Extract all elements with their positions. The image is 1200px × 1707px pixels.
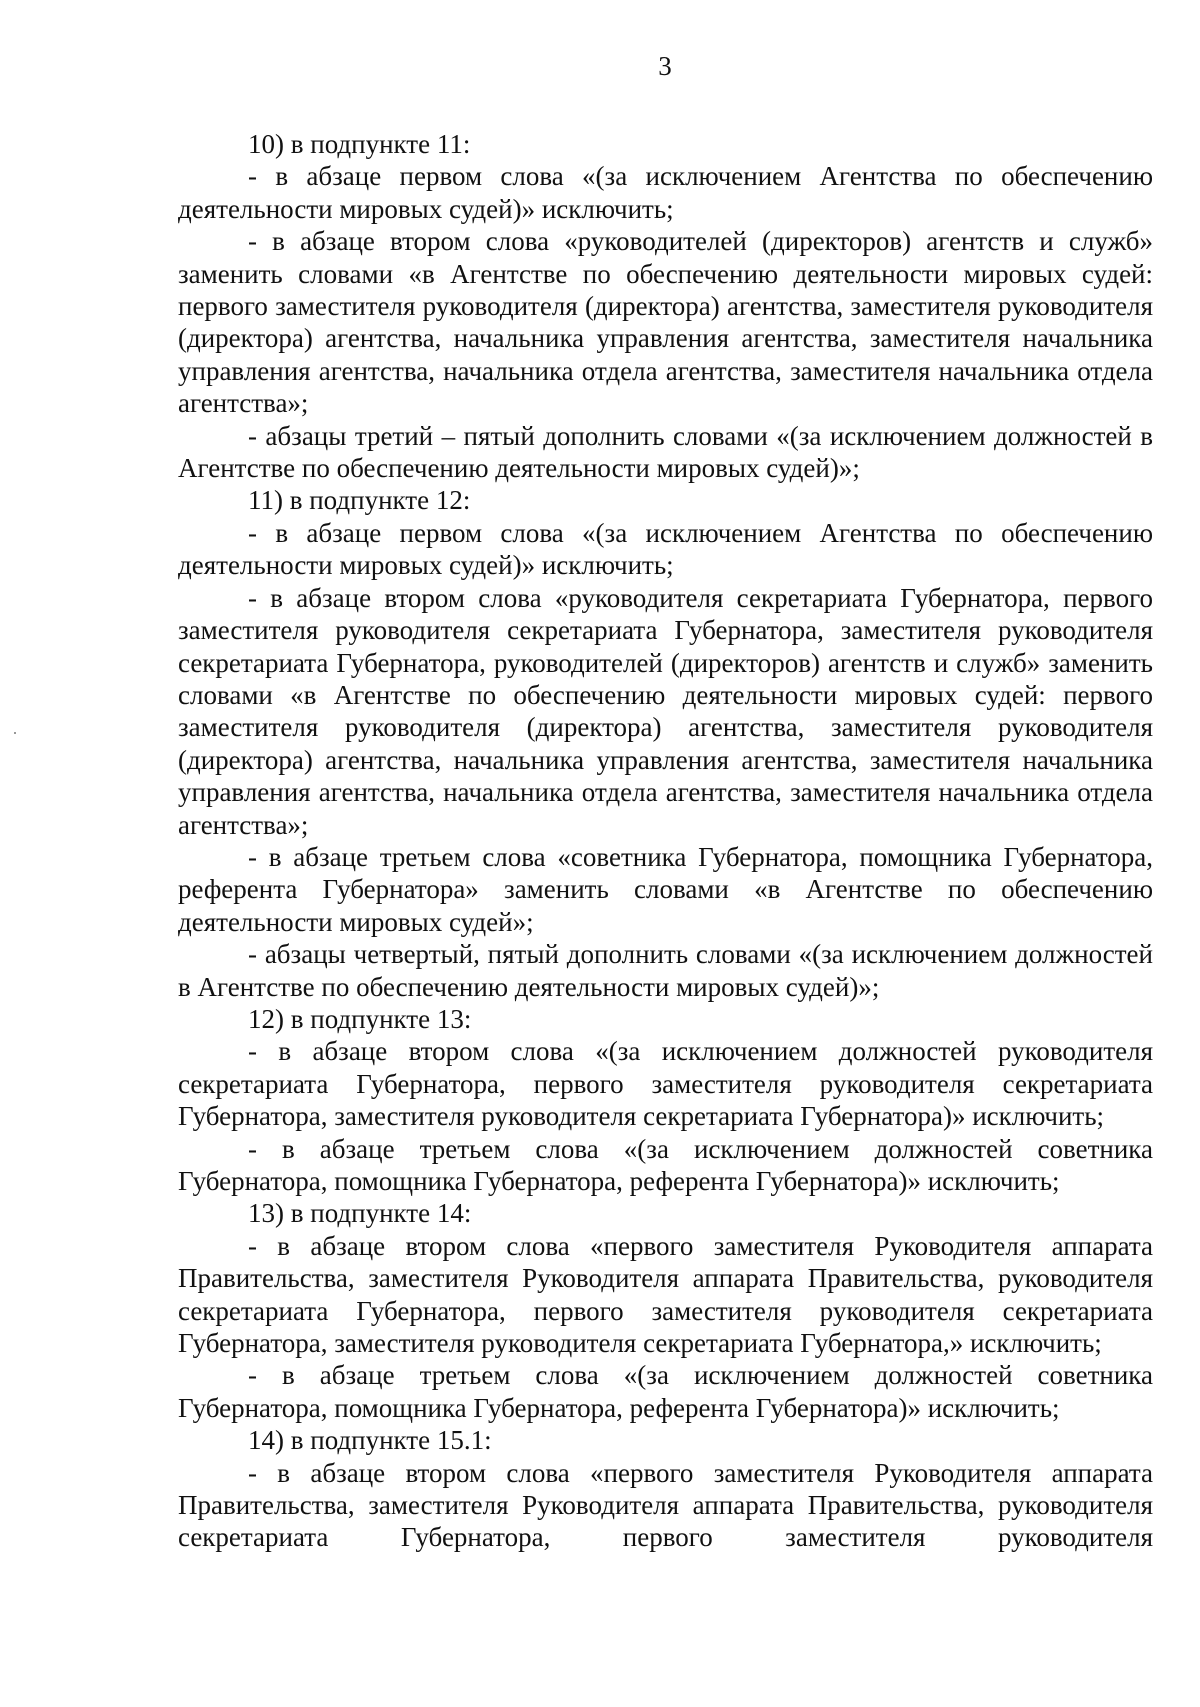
paragraph-11-item-2: - в абзаце втором слова «руководителя секретариата Губернатора, первого заместителя руководителя секретариата Губернатора, заместителя руководителя секретариата Губернатора, руководителей (директоров) агентств и служб» заменить словами «в Агентстве по обеспечению деятельности мировых судей: первого заместителя руководителя (директора) агентства, заместителя руководителя (директора) агентства, начальника управления агентства, заместителя начальника управления агентства, начальника отдела агентства, заместителя начальника отдела агентства»;: [178, 582, 1153, 840]
scan-artifact-dot: [14, 732, 16, 734]
paragraph-10-item-3: - абзацы третий – пятый дополнить словами «(за исключением должностей в Агентстве по обеспечению деятельности мировых судей)»;: [178, 420, 1153, 484]
paragraph-11-heading: 11) в подпункте 12:: [248, 485, 471, 516]
paragraph-11-item-3: - в абзаце третьем слова «советника Губернатора, помощника Губернатора, референта Губернатора» заменить словами «в Агентстве по обеспечению деятельности мировых судей»;: [178, 841, 1153, 937]
paragraph-12-heading: 12) в подпункте 13:: [248, 1003, 472, 1034]
paragraph-13-item-1: - в абзаце втором слова «первого заместителя Руководителя аппарата Правительства, заместителя Руководителя аппарата Правительства, руководителя секретариата Губернатора, первого заместителя руководителя секретариата Губернатора, заместителя руководителя секретариата Губернатора,» исключить;: [178, 1230, 1153, 1359]
page-number: 3: [658, 51, 672, 81]
paragraph-10-item-1: - в абзаце первом слова «(за исключением Агентства по обеспечению деятельности мировых судей)» исключить;: [178, 161, 1153, 224]
paragraph-13-item-2: - в абзаце третьем слова «(за исключением должностей советника Губернатора, помощника Губернатора, референта Губернатора)» исключить;: [178, 1360, 1153, 1423]
paragraph-11-item-4: - абзацы четвертый, пятый дополнить словами «(за исключением должностей в Агентстве по обеспечению деятельности мировых судей)»;: [178, 939, 1153, 1002]
paragraph-13-heading: 13) в подпункте 14:: [248, 1198, 472, 1229]
paragraph-12-item-1: - в абзаце втором слова «(за исключением должностей руководителя секретариата Губернатора, первого заместителя руководителя секретариата Губернатора, заместителя руководителя секретариата Губернатора)» исключить;: [178, 1036, 1153, 1132]
paragraph-14-heading: 14) в подпункте 15.1:: [248, 1425, 492, 1456]
paragraph-10-item-2: - в абзаце втором слова «руководителей (директоров) агентств и служб» заменить словами «в Агентстве по обеспечению деятельности мировых судей: первого заместителя руководителя (директора) агентства, заместителя руководителя (директора) агентства, начальника управления агентства, заместителя начальника управления агентства, начальника отдела агентства, заместителя начальника отдела агентства»;: [178, 226, 1153, 419]
paragraph-10-heading: 10) в подпункте 11:: [248, 129, 471, 159]
paragraph-14-item-1: - в абзаце втором слова «первого заместителя Руководителя аппарата Правительства, заместителя Руководителя аппарата Правительства, руководителя секретариата Губернатора, первого заместителя руководителя: [178, 1457, 1153, 1553]
document-body: [178, 128, 1153, 1554]
paragraph-11-item-1: - в абзаце первом слова «(за исключением Агентства по обеспечению деятельности мировых судей)» исключить;: [178, 517, 1153, 581]
paragraph-12-item-2: - в абзаце третьем слова «(за исключением должностей советника Губернатора, помощника Губернатора, референта Губернатора)» исключить;: [178, 1133, 1153, 1196]
